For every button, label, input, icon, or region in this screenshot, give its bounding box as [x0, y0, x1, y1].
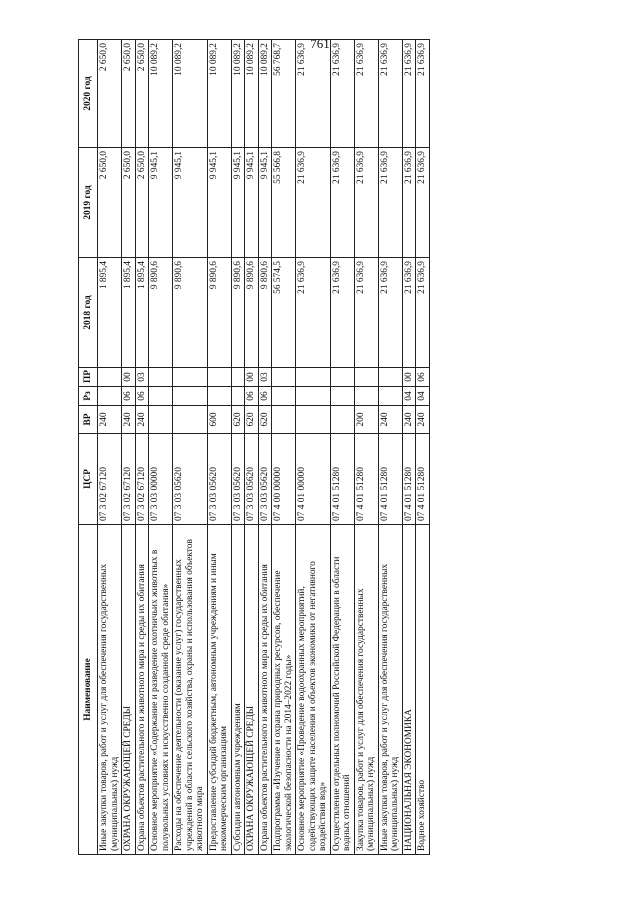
- cell-csr: 07 4 01 51280: [378, 434, 402, 525]
- cell-name: Охрана объектов растительного и животного мира и среды их обитания: [258, 525, 272, 855]
- cell-2020: 56 768,7: [272, 40, 296, 148]
- cell-2019: 21 636,9: [378, 148, 402, 258]
- cell-csr: 07 3 03 05620: [231, 434, 245, 525]
- cell-2020: 2 650,0: [122, 40, 136, 148]
- table-row: [354, 40, 378, 855]
- table-row: [245, 40, 259, 855]
- header-csr: ЦСР: [79, 434, 98, 525]
- cell-csr: 07 4 01 51280: [330, 434, 354, 525]
- cell-name: ОХРАНА ОКРУЖАЮЩЕЙ СРЕДЫ: [122, 525, 136, 855]
- cell-rz: 06: [245, 387, 259, 406]
- cell-rz: 06: [122, 387, 136, 406]
- table-row: [98, 40, 122, 855]
- cell-name: Охрана объектов растительного и животного мира и среды их обитания: [135, 525, 149, 855]
- cell-csr: 07 4 01 00000: [296, 434, 331, 525]
- table-row: [149, 40, 173, 855]
- cell-pr: [98, 368, 122, 387]
- header-2019: 2019 год: [79, 148, 98, 258]
- cell-vr: 620: [231, 406, 245, 434]
- table-row: [122, 40, 136, 855]
- cell-name: Закупка товаров, работ и услуг для обеспечения государственных (муниципальных) нужд: [354, 525, 378, 855]
- cell-2018: 21 636,9: [330, 258, 354, 368]
- cell-vr: 240: [98, 406, 122, 434]
- cell-rz: [296, 387, 331, 406]
- cell-2019: 21 636,9: [330, 148, 354, 258]
- cell-vr: 240: [378, 406, 402, 434]
- cell-2020: 21 636,9: [296, 40, 331, 148]
- table-row: [231, 40, 245, 855]
- header-2020: 2020 год: [79, 40, 98, 148]
- cell-name: Иные закупки товаров, работ и услуг для обеспечения государственных (муниципальных) нужд: [98, 525, 122, 855]
- cell-2019: 9 945,1: [231, 148, 245, 258]
- table-row: [416, 40, 430, 855]
- cell-csr: 07 3 02 67120: [98, 434, 122, 525]
- cell-rz: [272, 387, 296, 406]
- cell-rz: [173, 387, 208, 406]
- cell-name: Подпрограмма «Изучение и охрана природных ресурсов, обеспечение экологической безопасности на 2014–2022 годы»: [272, 525, 296, 855]
- header-name: Наименование: [79, 525, 98, 855]
- cell-vr: [330, 406, 354, 434]
- cell-pr: [296, 368, 331, 387]
- cell-2020: 10 089,2: [207, 40, 231, 148]
- cell-2018: 9 890,6: [173, 258, 208, 368]
- cell-csr: 07 3 03 05620: [207, 434, 231, 525]
- cell-2018: 21 636,9: [296, 258, 331, 368]
- cell-vr: [272, 406, 296, 434]
- header-2018: 2018 год: [79, 258, 98, 368]
- cell-rz: 06: [135, 387, 149, 406]
- cell-vr: 240: [135, 406, 149, 434]
- cell-vr: 620: [245, 406, 259, 434]
- cell-csr: 07 3 03 05620: [245, 434, 259, 525]
- cell-2020: 21 636,9: [416, 40, 430, 148]
- cell-2018: 21 636,9: [402, 258, 416, 368]
- cell-rz: [378, 387, 402, 406]
- cell-2020: 21 636,9: [378, 40, 402, 148]
- table-header-row: [79, 40, 98, 855]
- cell-rz: 04: [416, 387, 430, 406]
- cell-2020: 2 650,0: [98, 40, 122, 148]
- cell-2019: 2 650,0: [122, 148, 136, 258]
- cell-2020: 10 089,2: [231, 40, 245, 148]
- table-row: [330, 40, 354, 855]
- cell-vr: 240: [122, 406, 136, 434]
- rotated-table-container: [78, 40, 548, 855]
- cell-csr: 07 3 03 05620: [173, 434, 208, 525]
- cell-vr: [296, 406, 331, 434]
- cell-vr: 240: [402, 406, 416, 434]
- cell-2018: 21 636,9: [378, 258, 402, 368]
- cell-2020: 10 089,2: [258, 40, 272, 148]
- cell-2020: 10 089,2: [173, 40, 208, 148]
- cell-2018: 9 890,6: [231, 258, 245, 368]
- cell-csr: 07 3 02 67120: [122, 434, 136, 525]
- cell-pr: [207, 368, 231, 387]
- cell-2020: 2 650,0: [135, 40, 149, 148]
- cell-2019: 21 636,9: [416, 148, 430, 258]
- cell-2019: 2 650,0: [135, 148, 149, 258]
- cell-name: Расходы на обеспечение деятельности (оказание услуг) государственных учреждений в области сельского хозяйства, охраны и использования объектов животного мира: [173, 525, 208, 855]
- table-row: [258, 40, 272, 855]
- cell-csr: 07 3 03 00000: [149, 434, 173, 525]
- cell-2019: 9 945,1: [258, 148, 272, 258]
- cell-pr: [173, 368, 208, 387]
- cell-pr: 06: [416, 368, 430, 387]
- cell-vr: [173, 406, 208, 434]
- cell-2019: 21 636,9: [402, 148, 416, 258]
- cell-vr: 240: [416, 406, 430, 434]
- table-row: [207, 40, 231, 855]
- cell-rz: [98, 387, 122, 406]
- cell-2018: 21 636,9: [416, 258, 430, 368]
- cell-pr: 03: [135, 368, 149, 387]
- cell-vr: 620: [258, 406, 272, 434]
- cell-name: ОХРАНА ОКРУЖАЮЩЕЙ СРЕДЫ: [245, 525, 259, 855]
- cell-csr: 07 4 01 51280: [402, 434, 416, 525]
- cell-2020: 21 636,9: [402, 40, 416, 148]
- table-row: [173, 40, 208, 855]
- cell-name: Основное мероприятие «Проведение водоохранных мероприятий, содействующих защите населения и объектов экономики от негативного воздействия вод»: [296, 525, 331, 855]
- cell-rz: [149, 387, 173, 406]
- cell-rz: 06: [258, 387, 272, 406]
- cell-2020: 21 636,9: [354, 40, 378, 148]
- cell-2018: 1 895,4: [135, 258, 149, 368]
- cell-2018: 9 890,6: [207, 258, 231, 368]
- cell-2018: 1 895,4: [122, 258, 136, 368]
- table-row: [378, 40, 402, 855]
- cell-name: Основное мероприятие «Содержание и разведение охотничьих животных в полувольных условиях и искусственно созданной среде обитания»: [149, 525, 173, 855]
- cell-2019: 9 945,1: [173, 148, 208, 258]
- budget-table: [78, 39, 430, 855]
- cell-2019: 9 945,1: [207, 148, 231, 258]
- cell-2019: 55 566,8: [272, 148, 296, 258]
- cell-pr: [149, 368, 173, 387]
- cell-name: НАЦИОНАЛЬНАЯ ЭКОНОМИКА: [402, 525, 416, 855]
- cell-2018: 21 636,9: [354, 258, 378, 368]
- cell-pr: [272, 368, 296, 387]
- cell-pr: 00: [402, 368, 416, 387]
- cell-name: Иные закупки товаров, работ и услуг для обеспечения государственных (муниципальных) нужд: [378, 525, 402, 855]
- cell-pr: [330, 368, 354, 387]
- header-pr: ПР: [79, 368, 98, 387]
- cell-2019: 21 636,9: [296, 148, 331, 258]
- page-number: 761: [310, 36, 330, 51]
- cell-pr: [378, 368, 402, 387]
- header-rz: Рз: [79, 387, 98, 406]
- cell-2020: 10 089,2: [149, 40, 173, 148]
- cell-name: Осуществление отдельных полномочий Российской Федерации в области водных отношений: [330, 525, 354, 855]
- cell-vr: 600: [207, 406, 231, 434]
- table-row: [135, 40, 149, 855]
- cell-2018: 1 895,4: [98, 258, 122, 368]
- cell-2019: 9 945,1: [149, 148, 173, 258]
- cell-2019: 9 945,1: [245, 148, 259, 258]
- cell-2018: 9 890,6: [149, 258, 173, 368]
- cell-name: Водное хозяйство: [416, 525, 430, 855]
- cell-rz: [330, 387, 354, 406]
- cell-csr: 07 4 01 51280: [354, 434, 378, 525]
- cell-pr: 00: [122, 368, 136, 387]
- cell-rz: 04: [402, 387, 416, 406]
- cell-pr: 03: [258, 368, 272, 387]
- cell-csr: 07 3 02 67120: [135, 434, 149, 525]
- table-row: [296, 40, 331, 855]
- cell-csr: 07 3 03 05620: [258, 434, 272, 525]
- cell-name: Субсидии автономным учреждениям: [231, 525, 245, 855]
- cell-2018: 9 890,6: [258, 258, 272, 368]
- cell-name: Предоставление субсидий бюджетным, автономным учреждениям и иным некоммерческим организациям: [207, 525, 231, 855]
- cell-rz: [354, 387, 378, 406]
- cell-vr: [149, 406, 173, 434]
- cell-csr: 07 4 00 00000: [272, 434, 296, 525]
- cell-2019: 21 636,9: [354, 148, 378, 258]
- table-row: [402, 40, 416, 855]
- cell-2020: 10 089,2: [245, 40, 259, 148]
- cell-vr: 200: [354, 406, 378, 434]
- cell-csr: 07 4 01 51280: [416, 434, 430, 525]
- cell-rz: [231, 387, 245, 406]
- cell-pr: 00: [245, 368, 259, 387]
- header-vr: ВР: [79, 406, 98, 434]
- cell-2020: 21 636,9: [330, 40, 354, 148]
- cell-2018: 56 574,5: [272, 258, 296, 368]
- cell-pr: [231, 368, 245, 387]
- table-row: [272, 40, 296, 855]
- cell-2019: 2 650,0: [98, 148, 122, 258]
- cell-pr: [354, 368, 378, 387]
- cell-2018: 9 890,6: [245, 258, 259, 368]
- cell-rz: [207, 387, 231, 406]
